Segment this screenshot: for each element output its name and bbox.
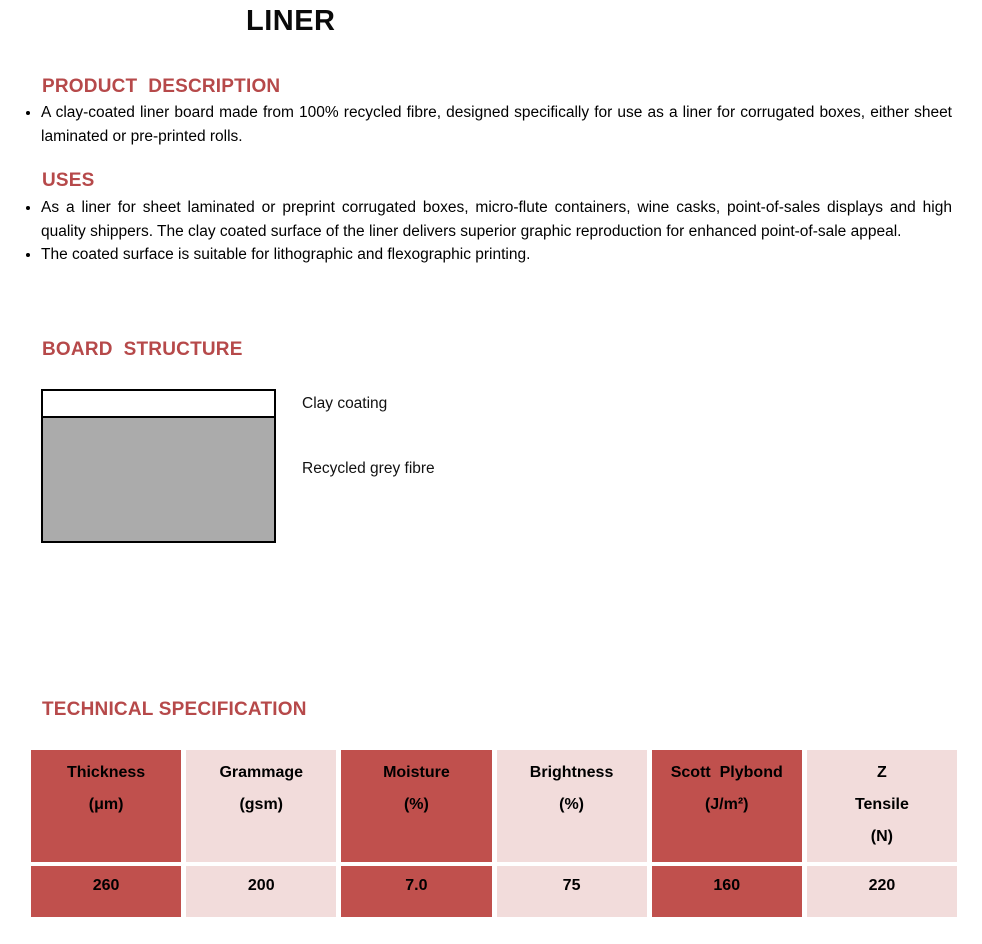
section-heading-uses: USES <box>42 170 95 191</box>
header-unit: (J/m²) <box>704 796 749 813</box>
header-cell-z-tensile <box>807 750 957 862</box>
header-unit: (%) <box>403 796 429 813</box>
clay-coating-band <box>43 391 274 418</box>
header-label: Brightness <box>529 764 614 781</box>
header-cell-scott-plybond <box>652 750 802 862</box>
header-unit: (gsm) <box>239 796 284 813</box>
value-cell-z-tensile: 220 <box>807 866 957 917</box>
layer-label-recycled-grey-fibre: Recycled grey fibre <box>302 460 435 477</box>
layer-label-clay-coating: Clay coating <box>302 395 388 412</box>
section-heading-board-structure: BOARD STRUCTURE <box>42 339 243 360</box>
header-label: Grammage <box>219 764 304 781</box>
header-extra: (N) <box>870 828 894 845</box>
header-unit: (%) <box>559 796 585 813</box>
value-cell-grammage: 200 <box>186 866 336 917</box>
header-label: Z <box>877 764 887 781</box>
header-cell-grammage <box>186 750 336 862</box>
bullet-item: • A clay-coated liner board made from 100% recycled fibre, designed specifically for use as a liner for corrugated boxes, either sheet laminated or pre-printed rolls. <box>41 101 952 148</box>
board-structure-diagram <box>41 389 276 543</box>
value-cell-brightness: 75 <box>497 866 647 917</box>
header-cell-moisture <box>341 750 491 862</box>
section-heading-technical-specification: TECHNICAL SPECIFICATION <box>42 699 307 720</box>
value-cell-scott-plybond: 160 <box>652 866 802 917</box>
section-heading-product-description: PRODUCT DESCRIPTION <box>42 76 281 97</box>
page-title: LINER <box>246 5 336 37</box>
header-label: Scott Plybond <box>670 764 783 781</box>
product-description-bullet-list <box>20 101 952 148</box>
header-cell-thickness <box>31 750 181 862</box>
header-unit: Tensile <box>854 796 909 813</box>
value-cell-moisture: 7.0 <box>341 866 491 917</box>
technical-specification-table <box>31 750 957 917</box>
header-label: Thickness <box>66 764 146 781</box>
header-cell-brightness <box>497 750 647 862</box>
uses-bullet-list <box>20 196 952 267</box>
bullet-item: • The coated surface is suitable for lithographic and flexographic printing. <box>41 243 952 267</box>
header-unit: (μm) <box>88 796 124 813</box>
bullet-item: • As a liner for sheet laminated or preprint corrugated boxes, micro-flute containers, wine casks, point-of-sales displays and high quality shippers. The clay coated surface of the liner delivers superior graphic reproduction for enhanced point-of-sale appeal. <box>41 196 952 243</box>
header-label: Moisture <box>383 764 450 781</box>
value-cell-thickness: 260 <box>31 866 181 917</box>
